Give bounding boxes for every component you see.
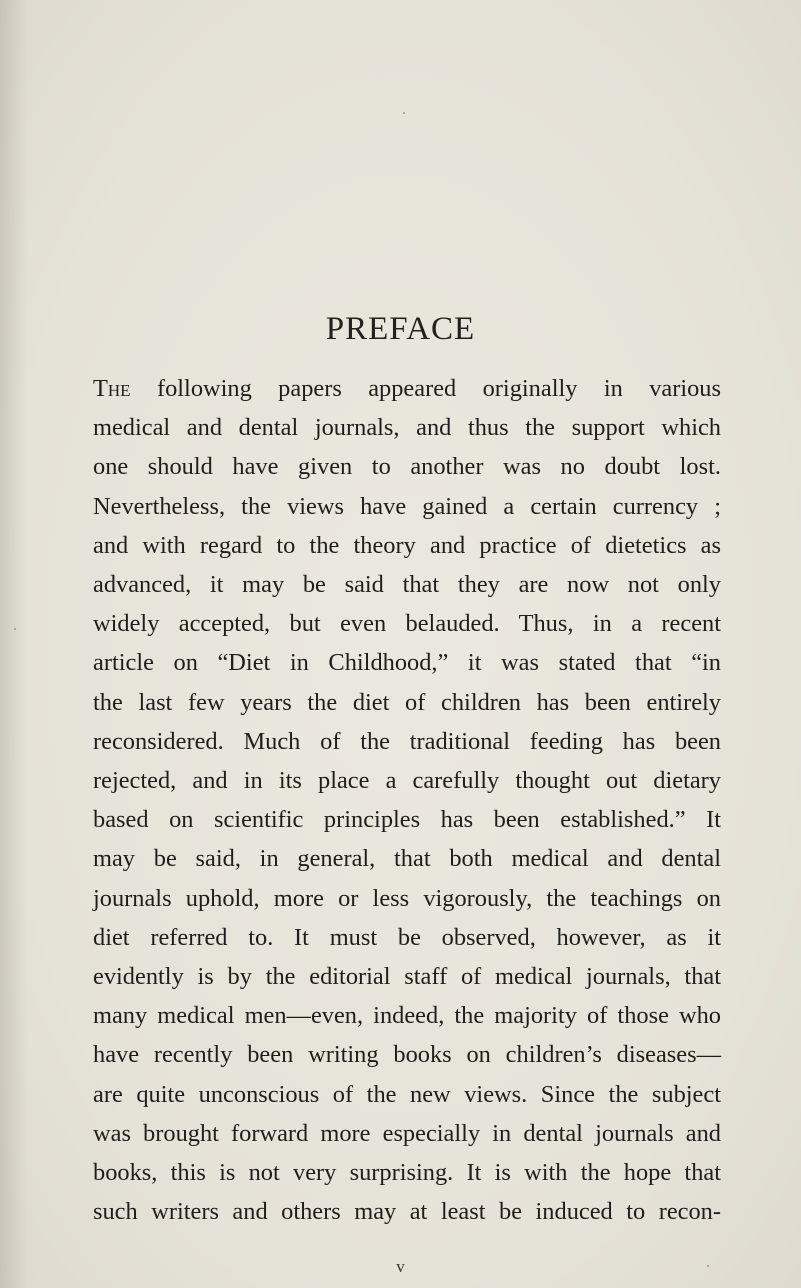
text-line-1: The following papers appeared originally in various xyxy=(93,375,721,402)
text-line-7: widely accepted, but even belauded. Thus, in a recent xyxy=(93,610,721,638)
text-line-20: was brought forward more especially in dental journals and xyxy=(93,1119,721,1147)
text-line-4: Nevertheless, the views have gained a certain currency ; xyxy=(93,492,721,520)
text-line-19: are quite unconscious of the new views. Since the subject xyxy=(93,1080,721,1108)
text-line-15: diet referred to. It must be observed, however, as it xyxy=(93,923,721,951)
text-line-2: medical and dental journals, and thus the support which xyxy=(93,414,721,442)
text-line-10: reconsidered. Much of the traditional feeding has been xyxy=(93,727,721,755)
text-line-22: such writers and others may at least be induced to recon- xyxy=(93,1198,721,1226)
text-line-6: advanced, it may be said that they are now not only xyxy=(93,571,721,599)
paper-speck xyxy=(707,1265,709,1267)
page-number: v xyxy=(396,1257,405,1276)
paper-speck xyxy=(403,112,405,114)
text-line-14: journals uphold, more or less vigorously, the teachings on xyxy=(93,884,721,912)
text-line-3: one should have given to another was no doubt lost. xyxy=(93,453,721,481)
text-line-21: books, this is not very surprising. It is with the hope that xyxy=(93,1159,721,1187)
text-line-17: many medical men—even, indeed, the majority of those who xyxy=(93,1002,721,1030)
text-line-5: and with regard to the theory and practice of dietetics as xyxy=(93,531,721,559)
text-line-16: evidently is by the editorial staff of medical journals, that xyxy=(93,963,721,991)
paper-speck xyxy=(14,628,16,630)
text-line-8: article on “Diet in Childhood,” it was stated that “in xyxy=(93,649,721,677)
text-line-18: have recently been writing books on children’s diseases— xyxy=(93,1041,721,1069)
text-line-13: may be said, in general, that both medical and dental xyxy=(93,845,721,873)
page-title: PREFACE xyxy=(325,311,476,347)
text-line-11: rejected, and in its place a carefully thought out dietary xyxy=(93,767,721,795)
text-line-12: based on scientific principles has been established.” It xyxy=(93,806,721,834)
lead-word: The xyxy=(93,375,131,402)
text-line-9: the last few years the diet of children has been entirely xyxy=(93,688,721,716)
preface-body xyxy=(93,369,721,1231)
